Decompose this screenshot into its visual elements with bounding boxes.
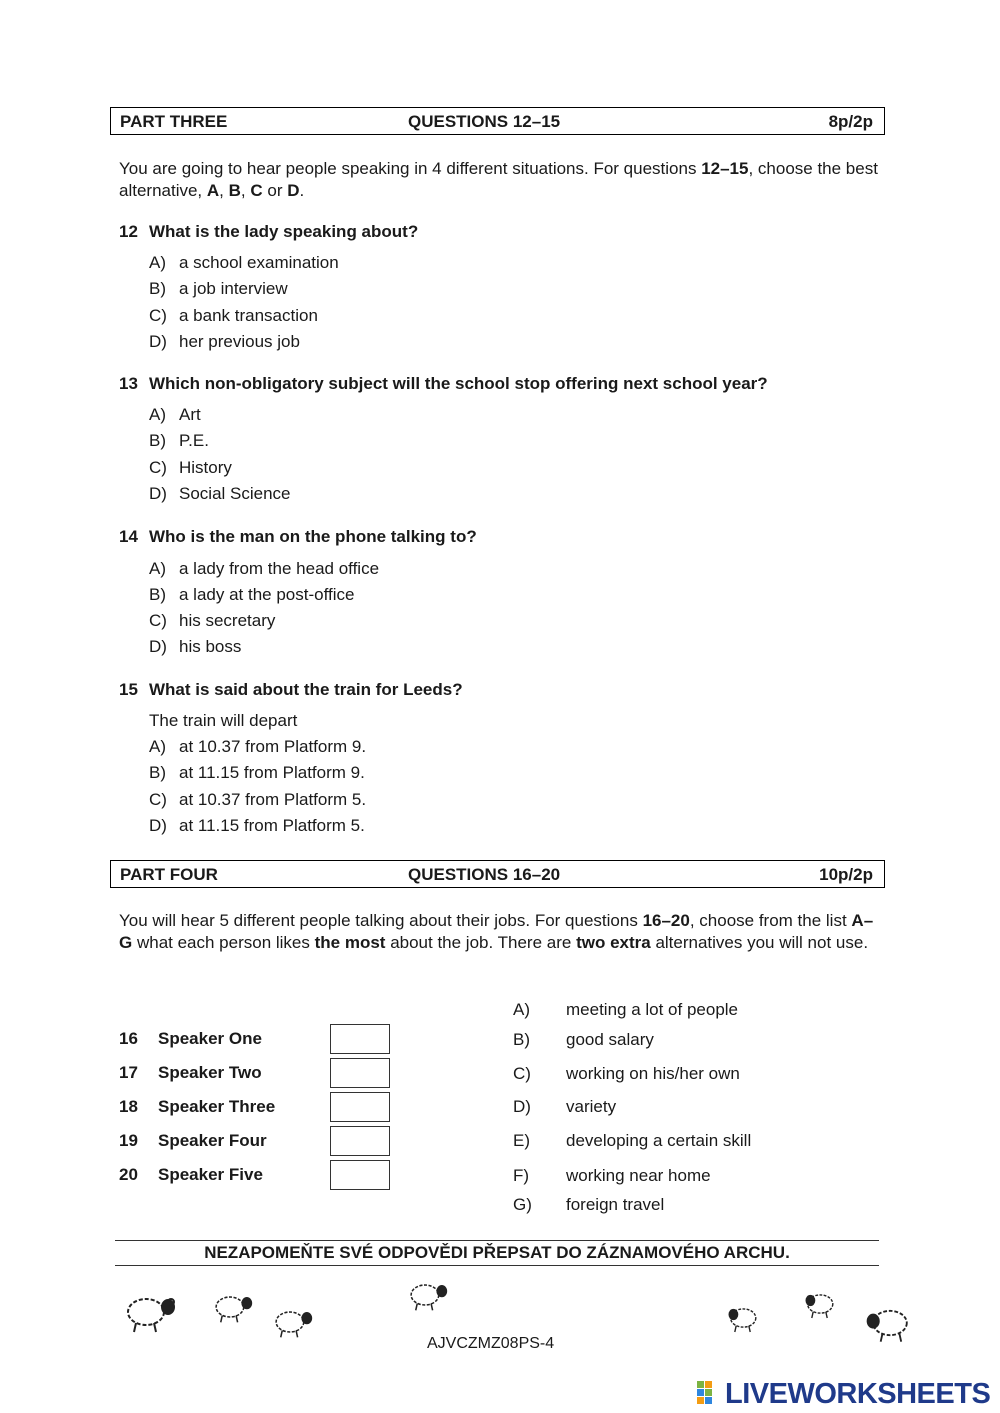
- sheep-icon: [725, 1302, 767, 1334]
- option-13d[interactable]: D) Social Science: [149, 484, 291, 503]
- option-13b[interactable]: B) P.E.: [149, 431, 209, 450]
- alternative-c: C) working on his/her own: [513, 1064, 740, 1083]
- divider: [115, 1265, 879, 1266]
- points: 10p/2p: [819, 865, 873, 884]
- part-three-instructions: You are going to hear people speaking in 4 different situations. For questions 12–15, choose the best alternative, A, B, C or D.: [119, 159, 878, 200]
- option-12c[interactable]: C) a bank transaction: [149, 306, 318, 325]
- alternative-f: F) working near home: [513, 1166, 711, 1185]
- part-four-instructions: You will hear 5 different people talking about their jobs. For questions 16–20, choose from the list A–G what each person likes the most about the job. There are two extra alternatives you will not use.: [119, 911, 874, 952]
- question-14: 14 Who is the man on the phone talking to?: [119, 527, 477, 546]
- answer-box-18[interactable]: [330, 1092, 390, 1122]
- sheep-icon: [210, 1290, 256, 1324]
- option-15d[interactable]: D) at 11.15 from Platform 5.: [149, 816, 365, 835]
- question-13: 13 Which non-obligatory subject will the school stop offering next school year?: [119, 374, 768, 393]
- part-four-header: [110, 860, 885, 888]
- part-title: PART FOUR: [120, 865, 218, 884]
- liveworksheets-logo-icon: [697, 1381, 721, 1405]
- option-15b[interactable]: B) at 11.15 from Platform 9.: [149, 763, 365, 782]
- option-15a[interactable]: A) at 10.37 from Platform 9.: [149, 737, 367, 756]
- question-15-stem: The train will depart: [149, 711, 298, 730]
- speaker-row: 17 Speaker Two: [119, 1063, 262, 1082]
- speaker-row: 19 Speaker Four: [119, 1131, 267, 1150]
- option-15c[interactable]: C) at 10.37 from Platform 5.: [149, 790, 367, 809]
- answer-box-20[interactable]: [330, 1160, 390, 1190]
- option-14d[interactable]: D) his boss: [149, 637, 242, 656]
- option-14c[interactable]: C) his secretary: [149, 611, 276, 630]
- alternative-d: D) variety: [513, 1097, 617, 1116]
- speaker-row: 20 Speaker Five: [119, 1165, 263, 1184]
- option-12b[interactable]: B) a job interview: [149, 279, 288, 298]
- liveworksheets-brand[interactable]: LIVEWORKSHEETS: [725, 1378, 991, 1410]
- part-three-header: [110, 107, 885, 135]
- answer-box-16[interactable]: [330, 1024, 390, 1054]
- sheep-icon: [120, 1290, 180, 1334]
- answer-box-17[interactable]: [330, 1058, 390, 1088]
- alternative-a: A) meeting a lot of people: [513, 1000, 739, 1019]
- option-13c[interactable]: C) History: [149, 458, 232, 477]
- points: 8p/2p: [828, 112, 873, 131]
- sheep-icon: [270, 1305, 316, 1339]
- questions-range: QUESTIONS 16–20: [408, 865, 561, 884]
- part-title: PART THREE: [120, 112, 228, 131]
- option-13a[interactable]: A) Art: [149, 405, 201, 424]
- document-code: AJVCZMZ08PS-4: [427, 1335, 555, 1352]
- transfer-answers-note: NEZAPOMEŇTE SVÉ ODPOVĚDI PŘEPSAT DO ZÁZNAMOVÉHO ARCHU.: [204, 1243, 790, 1262]
- sheep-icon: [802, 1288, 844, 1320]
- divider: [115, 1240, 879, 1241]
- question-12: 12 What is the lady speaking about?: [119, 222, 419, 241]
- alternative-e: E) developing a certain skill: [513, 1131, 752, 1150]
- sheep-icon: [862, 1302, 918, 1344]
- option-14b[interactable]: B) a lady at the post-office: [149, 585, 355, 604]
- option-12a[interactable]: A) a school examination: [149, 253, 339, 272]
- question-15: 15 What is said about the train for Leeds?: [119, 680, 463, 699]
- questions-range: QUESTIONS 12–15: [408, 112, 561, 131]
- sheep-icon: [405, 1278, 451, 1312]
- alternative-b: B) good salary: [513, 1030, 654, 1049]
- answer-box-19[interactable]: [330, 1126, 390, 1156]
- speaker-row: 18 Speaker Three: [119, 1097, 276, 1116]
- option-14a[interactable]: A) a lady from the head office: [149, 559, 380, 578]
- option-12d[interactable]: D) her previous job: [149, 332, 300, 351]
- alternative-g: G) foreign travel: [513, 1195, 665, 1214]
- speaker-row: 16 Speaker One: [119, 1029, 262, 1048]
